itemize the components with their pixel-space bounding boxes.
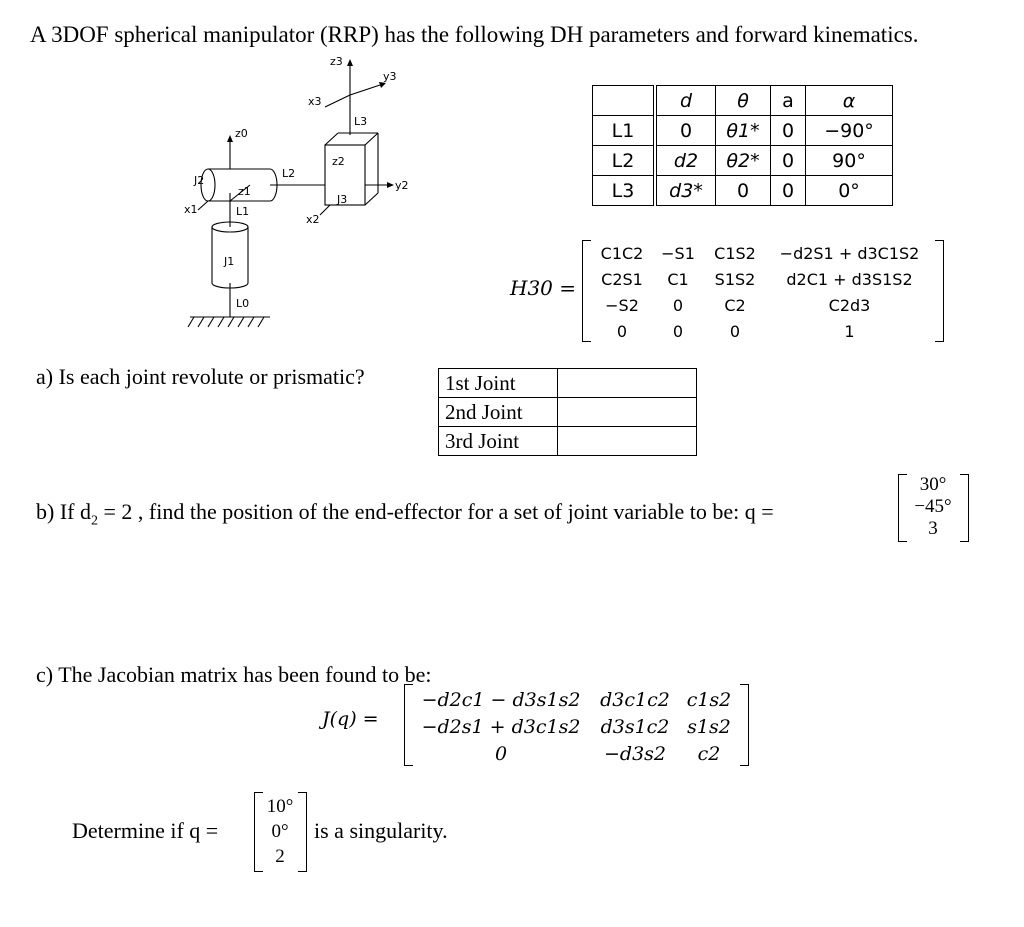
h-matrix-cell: −S1 — [661, 243, 695, 263]
diagram-label-L1: L1 — [236, 205, 250, 218]
diagram-label-y2: y2 — [395, 179, 409, 192]
h-matrix-cell: C1 — [667, 269, 689, 289]
dh-cell: 90° — [806, 146, 893, 176]
jacobian-row — [412, 713, 738, 740]
diagram-label-J3: J3 — [337, 193, 348, 206]
diagram-label-z3: z3 — [330, 55, 343, 68]
joint-row — [439, 369, 697, 398]
h-matrix-cell: 0 — [672, 321, 684, 341]
h-matrix-cell: 0 — [616, 321, 628, 341]
part-c-determine-suffix: is a singularity. — [314, 818, 448, 843]
dh-header-cell: α — [806, 86, 893, 116]
dh-row — [593, 176, 893, 206]
dh-header-cell — [593, 86, 656, 116]
diagram-label-x2: x2 — [306, 213, 320, 226]
joint-type-table — [438, 368, 697, 456]
part-a-question: a) Is each joint revolute or prismatic? — [36, 364, 365, 389]
joint-answer-cell[interactable] — [558, 398, 697, 427]
h-matrix-cell: C2d3 — [828, 295, 871, 315]
diagram-label-x3: x3 — [308, 95, 322, 108]
diagram-label-J2: J2 — [194, 174, 205, 187]
vector-entry: 3 — [928, 518, 938, 539]
diagram-label-J1: J1 — [224, 255, 235, 268]
jacobian-right-bracket — [740, 684, 749, 766]
part-b-vector — [906, 474, 960, 540]
part-c-vector — [262, 794, 298, 869]
jacobian-cell: c1s2 — [686, 688, 732, 711]
joint-label: 3rd Joint — [439, 427, 558, 456]
h-matrix-right-bracket — [935, 240, 944, 342]
dh-cell: d3* — [655, 176, 716, 206]
joint-label: 1st Joint — [439, 369, 558, 398]
dh-cell: 0 — [716, 176, 771, 206]
dh-cell: −90° — [806, 116, 893, 146]
dh-row — [593, 116, 893, 146]
jacobian-lhs: J(q) = — [322, 708, 379, 730]
problem-title: A 3DOF spherical manipulator (RRP) has the following DH parameters and forward kinematics. — [30, 22, 919, 47]
jacobian-cell: d3s1c2 — [600, 715, 670, 738]
dh-cell: d2 — [655, 146, 716, 176]
jacobian-cell: −d2s1 + d3c1s2 — [421, 715, 581, 738]
h-matrix — [592, 240, 933, 344]
part-c-vector-right-bracket — [298, 792, 307, 872]
diagram-label-z1: z1 — [238, 185, 251, 198]
h-matrix-row — [592, 240, 933, 266]
part-c-text: c) The Jacobian matrix has been found to be: — [36, 662, 432, 687]
vector-entry: 10° — [266, 796, 294, 817]
dh-cell: 0 — [771, 146, 806, 176]
joint-row — [439, 427, 697, 456]
dh-header-cell: θ — [716, 86, 771, 116]
diagram-label-z2: z2 — [332, 155, 345, 168]
dh-cell: 0 — [771, 116, 806, 146]
jacobian-cell: c2 — [697, 742, 721, 765]
diagram-label-L3: L3 — [354, 115, 368, 128]
dh-cell: θ2* — [716, 146, 771, 176]
h-matrix-lhs: H30 = — [510, 276, 577, 300]
dh-header-row — [593, 86, 893, 116]
jacobian-cell: −d2c1 − d3s1s2 — [421, 688, 581, 711]
jacobian-cell: s1s2 — [687, 715, 731, 738]
dh-cell: θ1* — [716, 116, 771, 146]
dh-cell: 0 — [771, 176, 806, 206]
diagram-label-L2: L2 — [282, 167, 296, 180]
dh-row — [593, 146, 893, 176]
vector-entry: 30° — [919, 474, 947, 495]
dh-cell: L1 — [593, 116, 656, 146]
h-matrix-cell: d2C1 + d3S1S2 — [786, 269, 913, 289]
dh-cell: 0° — [806, 176, 893, 206]
jacobian-cell: 0 — [494, 742, 508, 765]
part-b-prefix: b) If d — [36, 499, 91, 524]
diagram-label-y3: y3 — [383, 70, 397, 83]
jacobian-cell: d3c1c2 — [600, 688, 670, 711]
h-matrix-cell: C2 — [724, 295, 746, 315]
h-matrix-cell: C2S1 — [601, 269, 643, 289]
dh-parameter-table — [592, 85, 893, 206]
h-matrix-row — [592, 318, 933, 344]
jacobian-cell: −d3s2 — [603, 742, 666, 765]
jacobian-row — [412, 686, 738, 713]
part-c-determine-prefix: Determine if q = — [72, 818, 219, 843]
diagram-label-L0: L0 — [236, 297, 250, 310]
jacobian-matrix — [412, 686, 738, 767]
part-b-subscript: 2 — [90, 513, 98, 529]
part-b-vector-right-bracket — [960, 474, 969, 542]
h-matrix-cell: −S2 — [605, 295, 639, 315]
dh-header-cell: d — [655, 86, 716, 116]
h-matrix-cell: S1S2 — [714, 269, 756, 289]
part-b-question — [36, 499, 774, 529]
joint-answer-cell[interactable] — [558, 427, 697, 456]
joint-answer-cell[interactable] — [558, 369, 697, 398]
h-matrix-cell: 1 — [844, 321, 855, 341]
h-matrix-cell: C1C2 — [600, 243, 644, 263]
jacobian-row — [412, 740, 738, 767]
h-matrix-cell: 0 — [672, 295, 684, 315]
vector-entry: 0° — [271, 821, 289, 842]
diagram-label-z0: z0 — [235, 127, 248, 140]
h-matrix-cell: −d2S1 + d3C1S2 — [779, 243, 920, 263]
dh-header-cell: a — [771, 86, 806, 116]
part-b-middle: = 2 , find the position of the end-effector for a set of joint variable to be: q = — [97, 499, 774, 524]
dh-cell: L3 — [593, 176, 656, 206]
h-matrix-row — [592, 292, 933, 318]
joint-row — [439, 398, 697, 427]
diagram-label-x1: x1 — [184, 203, 198, 216]
h-matrix-row — [592, 266, 933, 292]
h-matrix-cell: C1S2 — [714, 243, 756, 263]
vector-entry: 2 — [275, 846, 285, 867]
manipulator-diagram — [180, 55, 425, 335]
h-matrix-left-bracket — [582, 240, 591, 342]
dh-cell: L2 — [593, 146, 656, 176]
vector-entry: −45° — [914, 496, 952, 517]
h-matrix-cell: 0 — [729, 321, 741, 341]
dh-cell: 0 — [655, 116, 716, 146]
joint-label: 2nd Joint — [439, 398, 558, 427]
